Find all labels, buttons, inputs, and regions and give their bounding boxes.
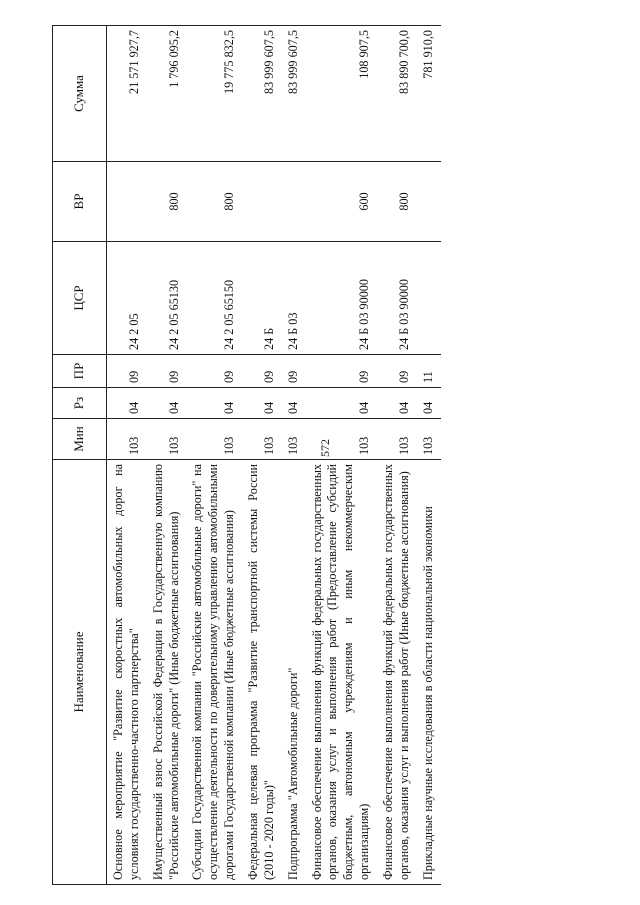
row-pr-cell: 09 — [107, 355, 147, 388]
row-csr-cell: 24 Б 03 90000 — [306, 242, 377, 355]
row-rz-cell: 04 — [147, 388, 187, 419]
table-row — [306, 26, 377, 885]
table-row — [282, 26, 306, 885]
row-csr-cell: 24 Б — [242, 242, 282, 355]
header-rz: Рз — [53, 388, 107, 419]
row-vr-cell — [242, 162, 282, 242]
header-vr: ВР — [53, 162, 107, 242]
row-csr-cell: 24 Б 03 90000 — [377, 242, 417, 355]
header-sum: Сумма — [53, 26, 107, 162]
row-rz-cell: 04 — [282, 388, 306, 419]
row-pr-cell: 09 — [282, 355, 306, 388]
row-csr-cell — [417, 242, 441, 355]
rotated-sheet — [0, 15, 639, 895]
table-row — [377, 26, 417, 885]
row-rz-cell: 04 — [417, 388, 441, 419]
row-csr-cell: 24 2 05 — [107, 242, 147, 355]
row-name-cell: Подпрограмма "Автомобильные дороги" — [282, 460, 306, 885]
row-min-cell: 103 — [282, 419, 306, 460]
row-min-cell: 103 — [417, 419, 441, 460]
row-csr-cell: 24 2 05 65150 — [186, 242, 242, 355]
row-rz-cell: 04 — [306, 388, 377, 419]
row-pr-cell: 09 — [377, 355, 417, 388]
row-vr-cell: 800 — [147, 162, 187, 242]
row-sum-cell: 781 910,0 — [417, 26, 441, 162]
header-pr: ПР — [53, 355, 107, 388]
header-row — [53, 26, 107, 885]
row-pr-cell: 09 — [147, 355, 187, 388]
row-name-cell: Финансовое обеспечение выполнения функций федеральных государственных органов, оказания услуг и выполнения работ (Предоставление субсидий бюджетным, автономным учреждениям и иным некоммерческим организациям) — [306, 460, 377, 885]
row-pr-cell: 09 — [242, 355, 282, 388]
row-sum-cell: 108 907,5 — [306, 26, 377, 162]
row-sum-cell: 21 571 927,7 — [107, 26, 147, 162]
row-sum-cell: 83 999 607,5 — [242, 26, 282, 162]
row-min-cell: 103 — [306, 419, 377, 460]
row-sum-cell: 19 775 832,5 — [186, 26, 242, 162]
row-min-cell: 103 — [186, 419, 242, 460]
header-csr: ЦСР — [53, 242, 107, 355]
row-name-cell: Имущественный взнос Российской Федерации в Государственную компанию "Российские автомобильные дороги" (Иные бюджетные ассигнования) — [147, 460, 187, 885]
table-row — [417, 26, 441, 885]
page-number: 572 — [318, 439, 332, 457]
row-min-cell: 103 — [107, 419, 147, 460]
row-sum-cell: 83 890 700,0 — [377, 26, 417, 162]
row-csr-cell: 24 Б 03 — [282, 242, 306, 355]
table-row — [107, 26, 147, 885]
row-min-cell: 103 — [147, 419, 187, 460]
row-rz-cell: 04 — [107, 388, 147, 419]
table-row — [242, 26, 282, 885]
table-row — [147, 26, 187, 885]
row-pr-cell: 09 — [186, 355, 242, 388]
row-sum-cell: 1 796 095,2 — [147, 26, 187, 162]
budget-table — [52, 25, 441, 885]
row-name-cell: Финансовое обеспечение выполнения функций федеральных государственных органов, оказания услуг и выполнения работ (Иные бюджетные ассигнования) — [377, 460, 417, 885]
header-name: Наименование — [53, 460, 107, 885]
row-vr-cell — [417, 162, 441, 242]
row-rz-cell: 04 — [242, 388, 282, 419]
row-pr-cell: 09 — [306, 355, 377, 388]
row-name-cell: Субсидии Государственной компании "Российские автомобильные дороги" на осуществление деятельности по доверительному управлению автомобильными дорогами Государственной компании (Иные бюджетные ассигнования) — [186, 460, 242, 885]
row-sum-cell: 83 999 607,5 — [282, 26, 306, 162]
row-rz-cell: 04 — [377, 388, 417, 419]
row-min-cell: 103 — [377, 419, 417, 460]
table-row — [186, 26, 242, 885]
row-vr-cell: 800 — [377, 162, 417, 242]
table-body — [107, 26, 441, 885]
row-min-cell: 103 — [242, 419, 282, 460]
header-min: Мин — [53, 419, 107, 460]
row-name-cell: Основное мероприятие "Развитие скоростных автомобильных дорог на условиях государственно-частного партнерства" — [107, 460, 147, 885]
row-csr-cell: 24 2 05 65130 — [147, 242, 187, 355]
row-name-cell: Федеральная целевая программа "Развитие транспортной системы России (2010 - 2020 годы)" — [242, 460, 282, 885]
row-rz-cell: 04 — [186, 388, 242, 419]
row-pr-cell: 11 — [417, 355, 441, 388]
row-vr-cell — [282, 162, 306, 242]
row-name-cell: Прикладные научные исследования в области национальной экономики — [417, 460, 441, 885]
row-vr-cell: 600 — [306, 162, 377, 242]
row-vr-cell: 800 — [186, 162, 242, 242]
row-vr-cell — [107, 162, 147, 242]
